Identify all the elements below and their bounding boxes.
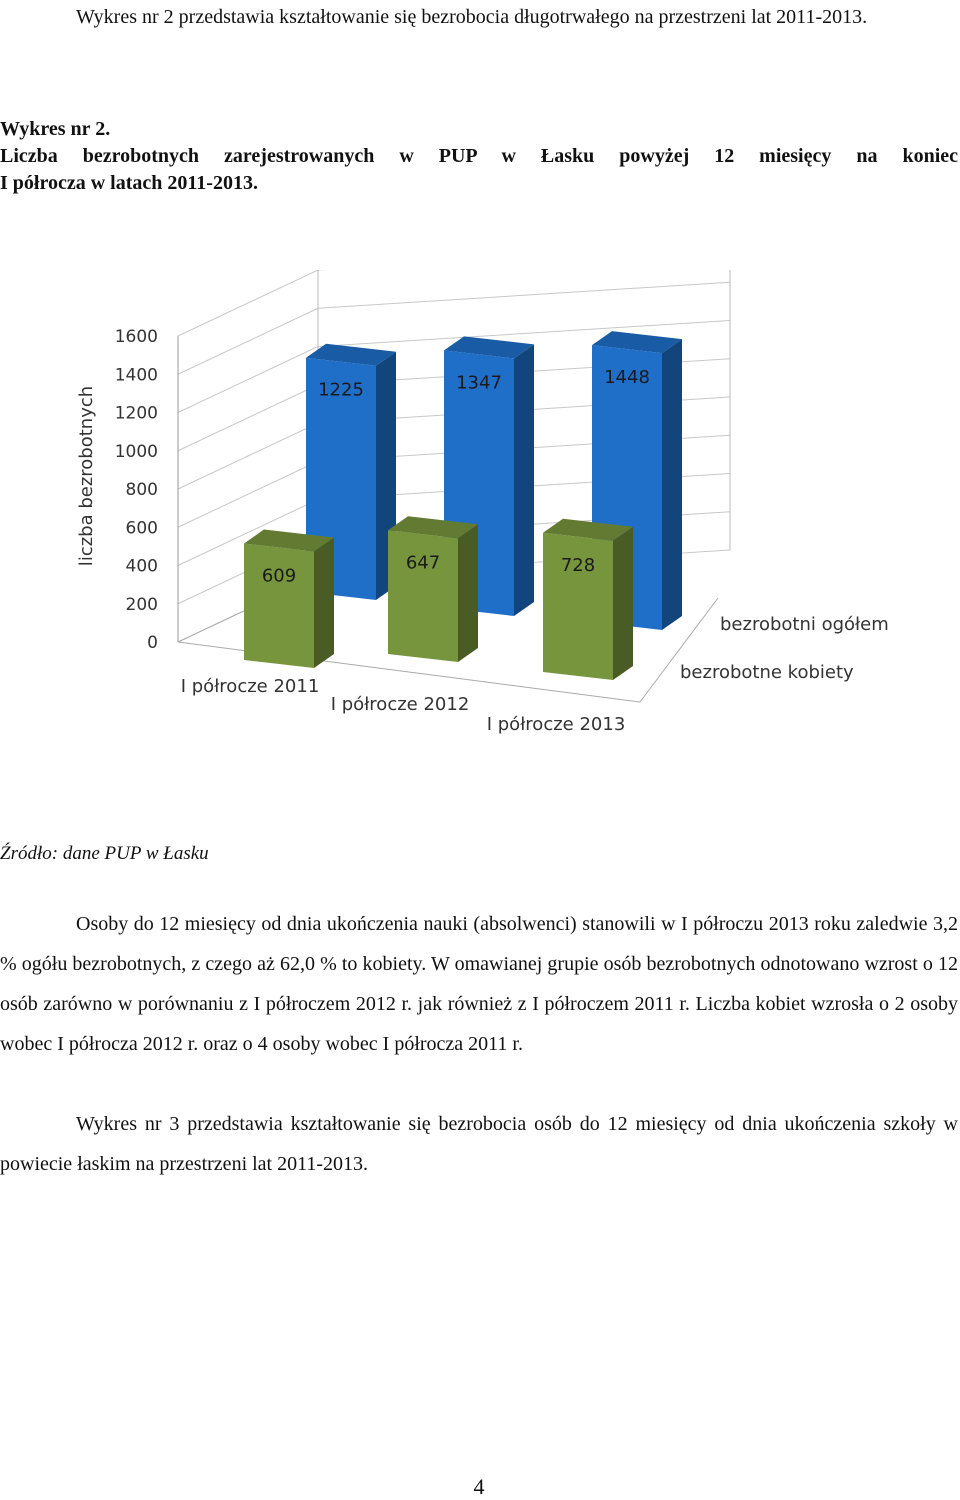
y-tick-label: 1200	[114, 403, 158, 424]
gridline-left	[178, 461, 318, 527]
caption-line-3: I półrocza w latach 2011-2013.	[0, 172, 258, 194]
data-label: 1225	[318, 379, 364, 401]
gridline-left	[178, 347, 318, 413]
bar-women-1	[388, 530, 458, 662]
bar-women-0-side	[314, 538, 334, 668]
gridline-left	[178, 270, 318, 336]
bar-women-2-side	[613, 527, 633, 680]
data-label: 1347	[456, 372, 502, 394]
bar-total-1-side	[514, 344, 534, 616]
y-tick-label: 600	[125, 518, 158, 539]
y-tick-label: 200	[125, 594, 158, 615]
y-axis-label: liczba bezrobotnych	[76, 385, 97, 567]
gridline-left	[178, 385, 318, 451]
chart-caption	[0, 116, 958, 197]
x-tick-label: I półrocze 2012	[330, 694, 470, 715]
y-tick-label: 0	[147, 633, 158, 653]
source-note: Źródło: dane PUP w Łasku	[0, 843, 209, 864]
gridline-left	[178, 423, 318, 489]
data-label: 647	[405, 552, 441, 574]
data-label: 1448	[604, 367, 650, 389]
paragraph-next-chart: Wykres nr 3 przedstawia kształtowanie się bezrobocia osób do 12 miesięcy od dnia ukończenia szkoły w powiecie łaskim na przestrzeni lat 2011-2013.	[0, 1113, 958, 1175]
bar-total-2-side	[662, 339, 682, 630]
y-tick-label: 1400	[114, 365, 158, 386]
gridline-left	[178, 308, 318, 374]
data-label: 728	[560, 554, 596, 576]
y-tick-label: 1600	[114, 327, 158, 347]
caption-line-1: Wykres nr 2.	[0, 118, 111, 140]
gridline-back	[318, 282, 730, 308]
y-tick-label: 1000	[114, 441, 158, 462]
y-tick-label: 800	[125, 480, 158, 500]
x-tick-label: I półrocze 2013	[486, 714, 626, 735]
x-tick-label: I półrocze 2011	[180, 676, 320, 697]
bar-women-1-side	[458, 524, 478, 662]
series-label: bezrobotni ogółem	[720, 614, 889, 635]
page-number: 4	[473, 1474, 485, 1499]
paragraph-graduates: Osoby do 12 miesięcy od dnia ukończenia nauki (absolwenci) stanowili w I półroczu 2013 roku zaledwie 3,2 % ogółu bezrobotnych, z czego aż 62,0 % to kobiety. W omawianej grupie osób bezrobotnych odnotowano wzrost o 12 osób zarówno w porównaniu z I półroczem 2012 r. jak również z I półroczem 2011 r. Liczba kobiet wzrosła o 2 osoby wobec I półrocza 2012 r. oraz o 4 osoby wobec I półrocza 2011 r.	[0, 913, 958, 1055]
series-label: bezrobotne kobiety	[680, 662, 854, 683]
data-label: 609	[261, 565, 297, 587]
intro-paragraph: Wykres nr 2 przedstawia kształtowanie się bezrobocia długotrwałego na przestrzeni lat 2011-2013.	[76, 6, 868, 28]
bar-chart	[0, 270, 960, 750]
chart-container	[0, 270, 960, 750]
y-tick-label: 400	[125, 556, 158, 577]
bar-women-0	[244, 544, 314, 668]
caption-line-2: Liczba bezrobotnych zarejestrowanych w PUP w Łasku powyżej 12 miesięcy na koniec	[0, 145, 958, 167]
